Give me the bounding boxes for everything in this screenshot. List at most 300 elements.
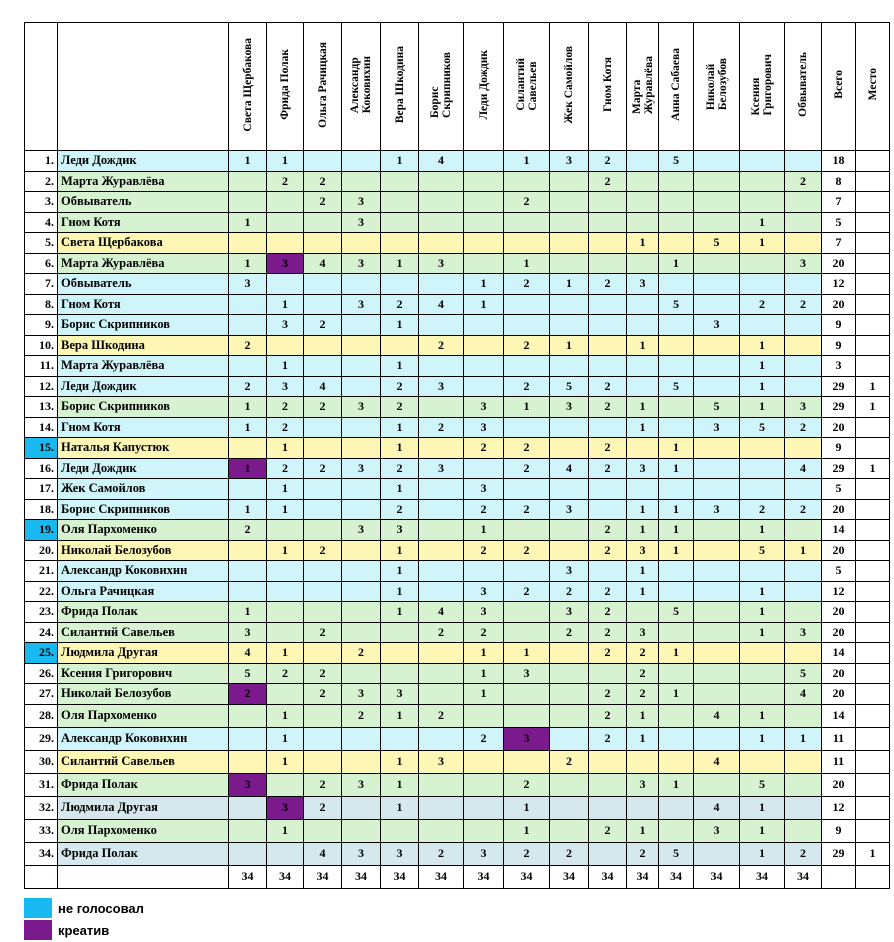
score-cell: 3 — [381, 842, 419, 865]
score-cell: 1 — [267, 438, 304, 459]
score-cell: 4 — [419, 151, 464, 172]
column-header — [381, 23, 419, 151]
row-name: Фрида Полак — [58, 773, 229, 796]
score-cell — [419, 663, 464, 684]
score-cell — [589, 499, 627, 520]
score-cell: 5 — [229, 663, 267, 684]
table-row — [25, 540, 890, 561]
row-number: 5. — [25, 233, 58, 254]
score-cell — [267, 233, 304, 254]
score-cell — [464, 773, 504, 796]
score-cell: 1 — [229, 212, 267, 233]
score-cell — [694, 602, 740, 623]
score-cell — [419, 796, 464, 819]
score-cell: 2 — [785, 171, 822, 192]
score-cell — [694, 842, 740, 865]
score-cell — [589, 233, 627, 254]
legend — [24, 898, 144, 942]
score-cell — [342, 171, 381, 192]
row-name: Оля Пархоменко — [58, 819, 229, 842]
score-cell: 2 — [504, 773, 550, 796]
score-cell: 3 — [627, 773, 659, 796]
score-cell — [304, 602, 342, 623]
score-cell: 1 — [229, 397, 267, 418]
score-cell: 2 — [229, 376, 267, 397]
score-cell — [267, 581, 304, 602]
score-cell — [659, 622, 694, 643]
table-row — [25, 750, 890, 773]
score-cell: 3 — [419, 376, 464, 397]
score-cell: 5 — [740, 417, 785, 438]
score-cell: 1 — [229, 499, 267, 520]
score-cell — [419, 233, 464, 254]
footer-count-cell: 34 — [694, 865, 740, 888]
score-cell: 2 — [419, 335, 464, 356]
score-cell: 2 — [267, 458, 304, 479]
row-number: 14. — [25, 417, 58, 438]
score-cell: 2 — [589, 581, 627, 602]
row-name: Гном Котя — [58, 417, 229, 438]
score-cell: 2 — [627, 643, 659, 664]
score-cell — [659, 335, 694, 356]
score-cell — [589, 335, 627, 356]
place-cell — [856, 773, 890, 796]
total-cell: 14 — [822, 643, 856, 664]
score-cell: 2 — [304, 192, 342, 213]
score-cell: 1 — [627, 499, 659, 520]
table-row — [25, 315, 890, 336]
score-cell: 1 — [785, 540, 822, 561]
place-cell — [856, 704, 890, 727]
score-cell: 1 — [267, 479, 304, 500]
score-cell — [419, 212, 464, 233]
score-cell: 2 — [304, 796, 342, 819]
score-cell: 1 — [381, 750, 419, 773]
score-cell — [419, 479, 464, 500]
score-cell — [342, 622, 381, 643]
score-cell — [342, 417, 381, 438]
table-row — [25, 520, 890, 541]
table-row — [25, 233, 890, 254]
score-cell — [229, 842, 267, 865]
place-cell — [856, 540, 890, 561]
place-cell: 1 — [856, 376, 890, 397]
row-name: Силантий Савельев — [58, 750, 229, 773]
score-cell — [550, 520, 589, 541]
score-cell — [740, 274, 785, 295]
score-cell: 3 — [419, 253, 464, 274]
score-cell: 2 — [464, 622, 504, 643]
score-cell — [304, 356, 342, 377]
score-cell — [229, 796, 267, 819]
score-cell: 3 — [342, 192, 381, 213]
score-cell — [694, 376, 740, 397]
score-cell: 2 — [785, 417, 822, 438]
score-cell: 3 — [267, 376, 304, 397]
column-header — [785, 23, 822, 151]
score-cell: 1 — [267, 704, 304, 727]
score-cell — [694, 438, 740, 459]
score-cell — [785, 376, 822, 397]
score-cell: 2 — [589, 704, 627, 727]
row-number: 20. — [25, 540, 58, 561]
score-cell — [381, 663, 419, 684]
row-number: 24. — [25, 622, 58, 643]
score-cell — [785, 750, 822, 773]
place-cell — [856, 212, 890, 233]
score-cell — [785, 796, 822, 819]
total-cell: 5 — [822, 212, 856, 233]
table-row — [25, 499, 890, 520]
score-cell: 1 — [627, 561, 659, 582]
table-body — [25, 151, 890, 889]
row-name: Людмила Другая — [58, 796, 229, 819]
score-cell — [550, 192, 589, 213]
score-cell: 1 — [267, 499, 304, 520]
score-cell: 2 — [589, 274, 627, 295]
score-cell — [694, 192, 740, 213]
total-cell: 29 — [822, 376, 856, 397]
score-cell: 1 — [229, 253, 267, 274]
score-cell: 1 — [740, 356, 785, 377]
score-cell — [267, 520, 304, 541]
footer-count-cell: 34 — [740, 865, 785, 888]
score-cell: 1 — [627, 704, 659, 727]
score-cell — [550, 294, 589, 315]
score-cell — [627, 315, 659, 336]
score-cell: 1 — [381, 417, 419, 438]
score-cell — [659, 171, 694, 192]
row-name: Николай Белозубов — [58, 540, 229, 561]
score-cell: 2 — [419, 622, 464, 643]
score-cell: 2 — [267, 397, 304, 418]
score-cell: 2 — [589, 376, 627, 397]
total-cell: 7 — [822, 233, 856, 254]
footer-count-cell: 34 — [304, 865, 342, 888]
score-cell: 3 — [504, 727, 550, 750]
row-name: Фрида Полак — [58, 602, 229, 623]
score-cell — [694, 581, 740, 602]
score-cell — [304, 643, 342, 664]
score-cell: 1 — [504, 819, 550, 842]
column-header-label: Александр Коковихин — [349, 55, 373, 114]
score-cell — [342, 540, 381, 561]
score-cell — [589, 773, 627, 796]
footer-count-cell: 34 — [229, 865, 267, 888]
score-cell — [785, 212, 822, 233]
score-cell — [740, 750, 785, 773]
place-cell — [856, 151, 890, 172]
score-cell: 1 — [267, 540, 304, 561]
score-cell: 2 — [504, 458, 550, 479]
score-cell — [419, 643, 464, 664]
score-cell — [267, 335, 304, 356]
score-cell — [304, 727, 342, 750]
score-cell — [694, 540, 740, 561]
score-cell — [464, 315, 504, 336]
score-cell: 2 — [304, 773, 342, 796]
score-cell — [419, 540, 464, 561]
score-cell: 5 — [659, 151, 694, 172]
score-cell: 2 — [504, 842, 550, 865]
score-cell — [342, 602, 381, 623]
score-cell — [304, 335, 342, 356]
score-cell — [740, 458, 785, 479]
total-cell: 20 — [822, 684, 856, 705]
total-cell: 11 — [822, 727, 856, 750]
score-cell — [627, 438, 659, 459]
score-cell — [304, 417, 342, 438]
score-cell — [304, 233, 342, 254]
row-name: Вера Шкодина — [58, 335, 229, 356]
score-cell: 2 — [304, 315, 342, 336]
table-row — [25, 727, 890, 750]
score-cell: 2 — [267, 171, 304, 192]
score-cell — [419, 274, 464, 295]
score-cell — [550, 663, 589, 684]
footer-count-cell: 34 — [381, 865, 419, 888]
score-cell: 5 — [550, 376, 589, 397]
total-cell: 14 — [822, 704, 856, 727]
score-cell — [342, 750, 381, 773]
score-cell: 1 — [229, 602, 267, 623]
score-cell — [419, 684, 464, 705]
place-cell — [856, 253, 890, 274]
score-cell — [229, 315, 267, 336]
score-cell: 2 — [504, 540, 550, 561]
total-cell: 12 — [822, 581, 856, 602]
score-cell — [464, 704, 504, 727]
score-cell — [785, 602, 822, 623]
score-cell — [785, 274, 822, 295]
score-cell — [785, 356, 822, 377]
score-cell — [627, 479, 659, 500]
score-cell: 2 — [589, 684, 627, 705]
score-cell: 1 — [659, 643, 694, 664]
score-cell: 1 — [504, 397, 550, 418]
score-cell — [419, 192, 464, 213]
score-cell: 1 — [464, 294, 504, 315]
column-header-label: Жек Самойлов — [563, 45, 575, 124]
score-cell: 3 — [694, 819, 740, 842]
score-cell — [504, 417, 550, 438]
score-cell — [740, 192, 785, 213]
score-cell — [627, 212, 659, 233]
score-cell — [304, 274, 342, 295]
score-cell — [627, 253, 659, 274]
footer-count-cell: 34 — [785, 865, 822, 888]
score-cell — [504, 520, 550, 541]
score-cell — [550, 684, 589, 705]
place-cell — [856, 663, 890, 684]
table-row — [25, 819, 890, 842]
place-cell — [856, 819, 890, 842]
score-cell: 2 — [627, 842, 659, 865]
score-cell: 5 — [659, 602, 694, 623]
score-cell — [589, 315, 627, 336]
score-cell — [589, 479, 627, 500]
footer-blank-cell — [58, 865, 229, 888]
score-cell — [589, 253, 627, 274]
score-cell — [785, 315, 822, 336]
score-cell: 5 — [694, 233, 740, 254]
row-number: 2. — [25, 171, 58, 192]
column-header-label: Силантий Савельев — [514, 58, 539, 111]
column-header-label: Марта Журавлёва — [630, 55, 655, 114]
score-cell: 2 — [464, 438, 504, 459]
score-cell: 3 — [785, 622, 822, 643]
score-cell — [694, 212, 740, 233]
score-cell: 3 — [267, 796, 304, 819]
score-cell: 1 — [740, 819, 785, 842]
score-cell — [419, 520, 464, 541]
score-cell — [785, 520, 822, 541]
score-cell: 2 — [504, 581, 550, 602]
score-cell: 3 — [419, 458, 464, 479]
score-cell — [304, 561, 342, 582]
place-cell — [856, 561, 890, 582]
score-cell — [464, 233, 504, 254]
score-cell — [464, 796, 504, 819]
place-cell — [856, 335, 890, 356]
score-cell — [342, 151, 381, 172]
score-cell — [304, 520, 342, 541]
row-name: Оля Пархоменко — [58, 704, 229, 727]
score-cell: 1 — [740, 704, 785, 727]
score-cell: 1 — [381, 438, 419, 459]
score-cell: 3 — [464, 397, 504, 418]
place-cell — [856, 438, 890, 459]
score-cell: 2 — [229, 335, 267, 356]
score-cell — [740, 151, 785, 172]
place-cell — [856, 581, 890, 602]
place-cell — [856, 294, 890, 315]
score-cell: 1 — [504, 253, 550, 274]
score-cell: 1 — [267, 294, 304, 315]
table-row — [25, 773, 890, 796]
score-cell — [381, 212, 419, 233]
score-cell — [785, 192, 822, 213]
score-cell: 2 — [550, 842, 589, 865]
results-table — [24, 22, 890, 889]
table-row — [25, 192, 890, 213]
score-cell: 5 — [740, 773, 785, 796]
score-cell: 3 — [627, 540, 659, 561]
score-cell — [785, 773, 822, 796]
score-cell — [504, 294, 550, 315]
score-cell — [785, 819, 822, 842]
table-row — [25, 684, 890, 705]
total-cell: 18 — [822, 151, 856, 172]
row-name: Александр Коковихин — [58, 561, 229, 582]
score-cell — [304, 499, 342, 520]
score-cell — [550, 171, 589, 192]
score-cell — [785, 581, 822, 602]
score-cell: 4 — [694, 704, 740, 727]
score-cell: 2 — [419, 417, 464, 438]
score-cell — [381, 335, 419, 356]
place-cell — [856, 684, 890, 705]
row-name: Наталья Капустюк — [58, 438, 229, 459]
column-header-label: Ксения Григорович — [750, 53, 774, 116]
place-header-label: Место — [866, 68, 879, 101]
score-cell: 3 — [785, 253, 822, 274]
score-cell: 3 — [627, 274, 659, 295]
score-cell: 1 — [627, 727, 659, 750]
score-cell — [550, 315, 589, 336]
score-cell — [694, 520, 740, 541]
score-cell: 5 — [785, 663, 822, 684]
score-cell — [342, 561, 381, 582]
row-number: 13. — [25, 397, 58, 418]
place-cell — [856, 750, 890, 773]
score-cell — [504, 684, 550, 705]
score-cell — [627, 796, 659, 819]
total-cell: 29 — [822, 842, 856, 865]
score-cell — [694, 294, 740, 315]
row-name: Леди Дождик — [58, 376, 229, 397]
score-cell — [342, 274, 381, 295]
score-cell: 2 — [589, 643, 627, 664]
score-cell: 1 — [627, 819, 659, 842]
table-row — [25, 643, 890, 664]
score-cell: 2 — [342, 643, 381, 664]
score-cell: 3 — [464, 479, 504, 500]
score-cell — [342, 819, 381, 842]
column-header — [229, 23, 267, 151]
row-number: 11. — [25, 356, 58, 377]
row-number: 7. — [25, 274, 58, 295]
table-row — [25, 581, 890, 602]
score-cell: 1 — [627, 417, 659, 438]
score-cell — [627, 602, 659, 623]
score-cell: 3 — [342, 212, 381, 233]
column-header-label: Вера Шкодина — [393, 45, 406, 124]
score-cell — [464, 335, 504, 356]
score-cell — [304, 438, 342, 459]
score-cell — [694, 356, 740, 377]
score-cell — [550, 417, 589, 438]
score-cell: 3 — [342, 294, 381, 315]
column-header-label: Борис Скрипников — [429, 51, 453, 118]
score-cell: 3 — [785, 397, 822, 418]
score-cell: 5 — [694, 397, 740, 418]
score-cell: 1 — [381, 356, 419, 377]
total-cell: 9 — [822, 819, 856, 842]
score-cell — [342, 315, 381, 336]
score-cell: 2 — [589, 819, 627, 842]
score-cell: 2 — [627, 684, 659, 705]
score-cell: 3 — [464, 842, 504, 865]
score-cell: 3 — [342, 520, 381, 541]
total-cell: 14 — [822, 520, 856, 541]
place-cell — [856, 520, 890, 541]
score-cell — [659, 417, 694, 438]
place-cell — [856, 643, 890, 664]
score-cell — [694, 663, 740, 684]
place-cell — [856, 602, 890, 623]
score-cell: 1 — [267, 151, 304, 172]
score-cell — [550, 773, 589, 796]
score-cell — [659, 397, 694, 418]
score-cell: 4 — [304, 376, 342, 397]
score-cell: 2 — [304, 622, 342, 643]
score-cell — [464, 561, 504, 582]
score-cell: 3 — [550, 561, 589, 582]
score-cell: 1 — [464, 663, 504, 684]
place-cell: 1 — [856, 842, 890, 865]
place-cell: 1 — [856, 397, 890, 418]
